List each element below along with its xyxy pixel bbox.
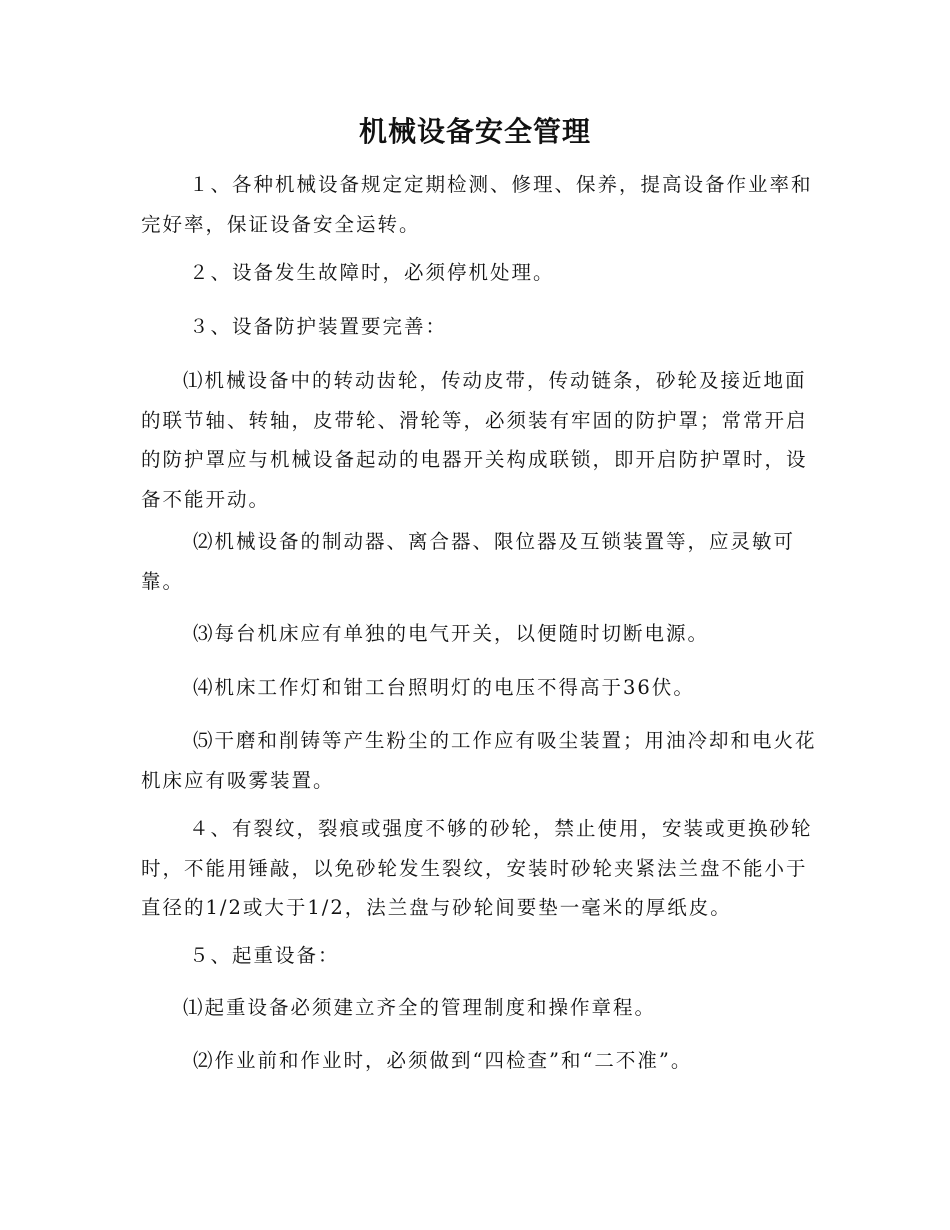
paragraph-4: ４、有裂纹，裂痕或强度不够的砂轮，禁止使用，安装或更换砂轮时，不能用锤敲，以免砂轮发生裂纹，安装时砂轮夹紧法兰盘不能小于直径的1/2或大于1/2，法兰盘与砂轮间要垫一毫米的厚纸皮。 [141, 817, 813, 919]
paragraph-3: ３、设备防护装置要完善： [189, 315, 448, 338]
paragraph-2: ２、设备发生故障时，必须停机处理。 [189, 261, 555, 284]
paragraph-5: ５、起重设备： [189, 944, 340, 967]
paragraph-3-4: ⑷机床工作灯和钳工台照明灯的电压不得高于36伏。 [193, 676, 695, 699]
paragraph-3-5: ⑸干磨和削铸等产生粉尘的工作应有吸尘装置；用油冷却和电火花机床应有吸雾装置。 [141, 729, 817, 792]
paragraph-1: １、各种机械设备规定定期检测、修理、保养，提高设备作业率和完好率，保证设备安全运转。 [141, 173, 813, 236]
paragraph-3-2: ⑵机械设备的制动器、离合器、限位器及互锁装置等，应灵敏可靠。 [141, 530, 796, 593]
paragraph-5-1: ⑴起重设备必须建立齐全的管理制度和操作章程。 [183, 996, 657, 1019]
paragraph-3-3: ⑶每台机床应有单独的电气开关，以便随时切断电源。 [193, 622, 710, 645]
paragraph-5-2: ⑵作业前和作业时，必须做到“四检查”和“二不准”。 [193, 1049, 693, 1072]
document-title: 机械设备安全管理 [358, 115, 591, 148]
paragraph-3-1: ⑴机械设备中的转动齿轮，传动皮带，传动链条，砂轮及接近地面的联节轴、转轴，皮带轮、滑轮等，必须装有牢固的防护罩；常常开启的防护罩应与机械设备起动的电器开关构成联锁，即开启防护罩时，设备不能开动。 [141, 369, 808, 511]
